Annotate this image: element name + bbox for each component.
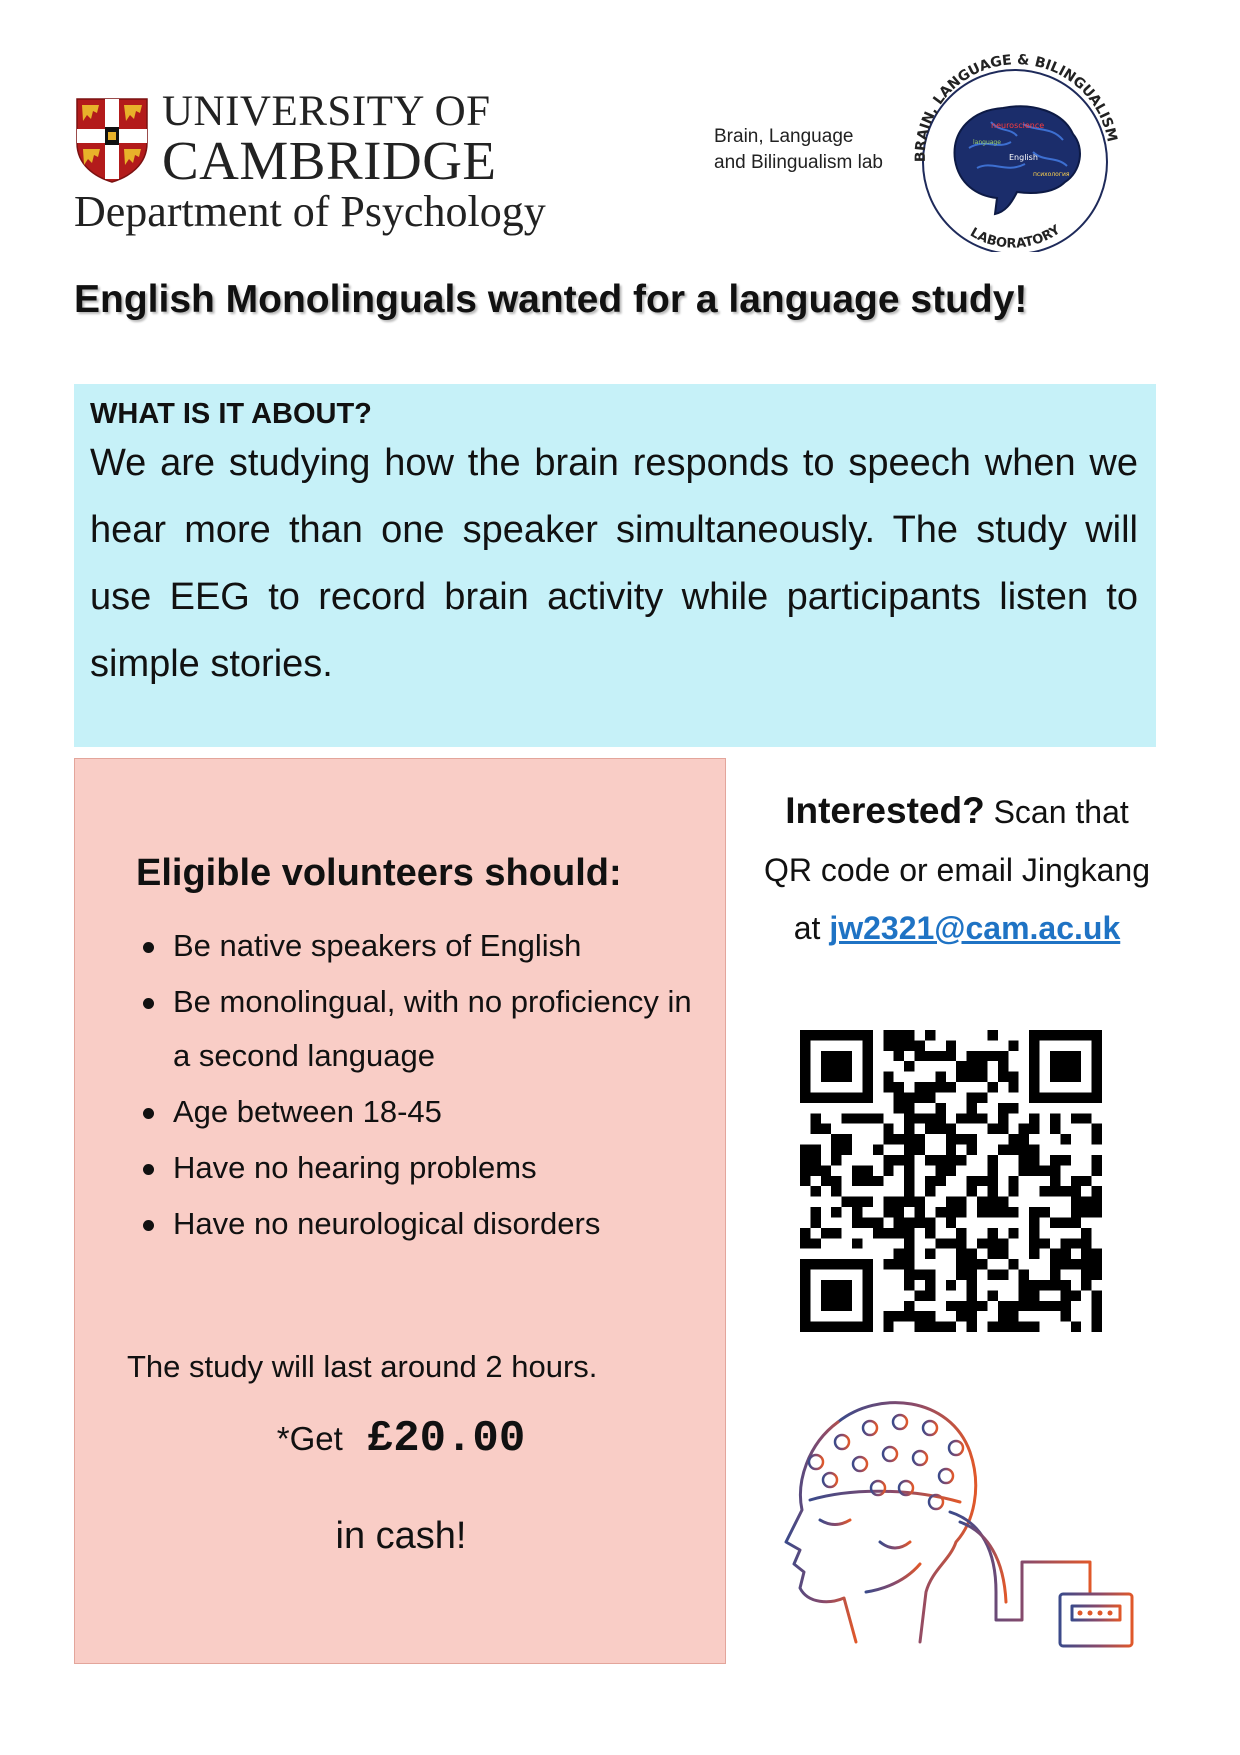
bilingualism-lab-logo [893,52,1133,252]
svg-text:neuroscience: neuroscience [991,121,1045,130]
email-link[interactable]: jw2321@cam.ac.uk [829,910,1121,946]
university-name-line1: UNIVERSITY OF [162,88,491,135]
cambridge-crest-logo [75,97,149,183]
lab-logo-bottom-text: LABORATORY [967,222,1064,252]
payment-suffix: in cash! [335,1515,467,1557]
about-text: We are studying how the brain responds to speech when we hear more than one speaker simultaneously. The study will use EEG to record brain activity while participants listen to simple stories. [90,442,1138,685]
eeg-head-illustration [760,1392,1140,1657]
lab-name-line1: Brain, Language [714,126,854,147]
list-item: Age between 18-45 [173,1085,713,1139]
payment-prefix: *Get [276,1420,343,1457]
study-duration: The study will last around 2 hours. [127,1349,598,1384]
department-name: Department of Psychology [74,187,546,236]
svg-text:English: English [1009,153,1038,162]
lab-name-line2: and Bilingualism lab [714,152,883,173]
qr-code[interactable] [800,1030,1102,1332]
list-item: Be native speakers of English [173,919,713,973]
eligibility-section [74,758,726,1664]
lab-logo-arc-text: BRAIN, LANGUAGE & BILINGUALISM [912,52,1120,163]
list-item: Have no hearing problems [173,1141,713,1195]
eligibility-title: Eligible volunteers should: [136,852,622,894]
list-item: Have no neurological disorders [173,1197,713,1251]
svg-text:психология: психология [1033,171,1070,178]
contact-line1: Scan that [993,794,1129,830]
payment-line [75,1414,727,1464]
payment-amount: £20.00 [366,1414,526,1464]
contact-line2: QR code or email Jingkang [764,852,1150,888]
about-title: WHAT IS IT ABOUT? [90,398,372,430]
eligibility-list [173,919,713,1253]
brain-icon [955,106,1080,214]
university-name-line2: CAMBRIDGE [162,130,497,191]
contact-lead: Interested? [785,790,985,831]
about-section [74,384,1156,747]
contact-line3-prefix: at [793,910,821,946]
svg-text:language: language [973,139,1001,146]
contact-section [752,782,1162,957]
headline: English Monolinguals wanted for a language study! [74,278,1028,321]
list-item: Be monolingual, with no proficiency in a second language [173,975,713,1083]
lab-name [714,124,883,176]
